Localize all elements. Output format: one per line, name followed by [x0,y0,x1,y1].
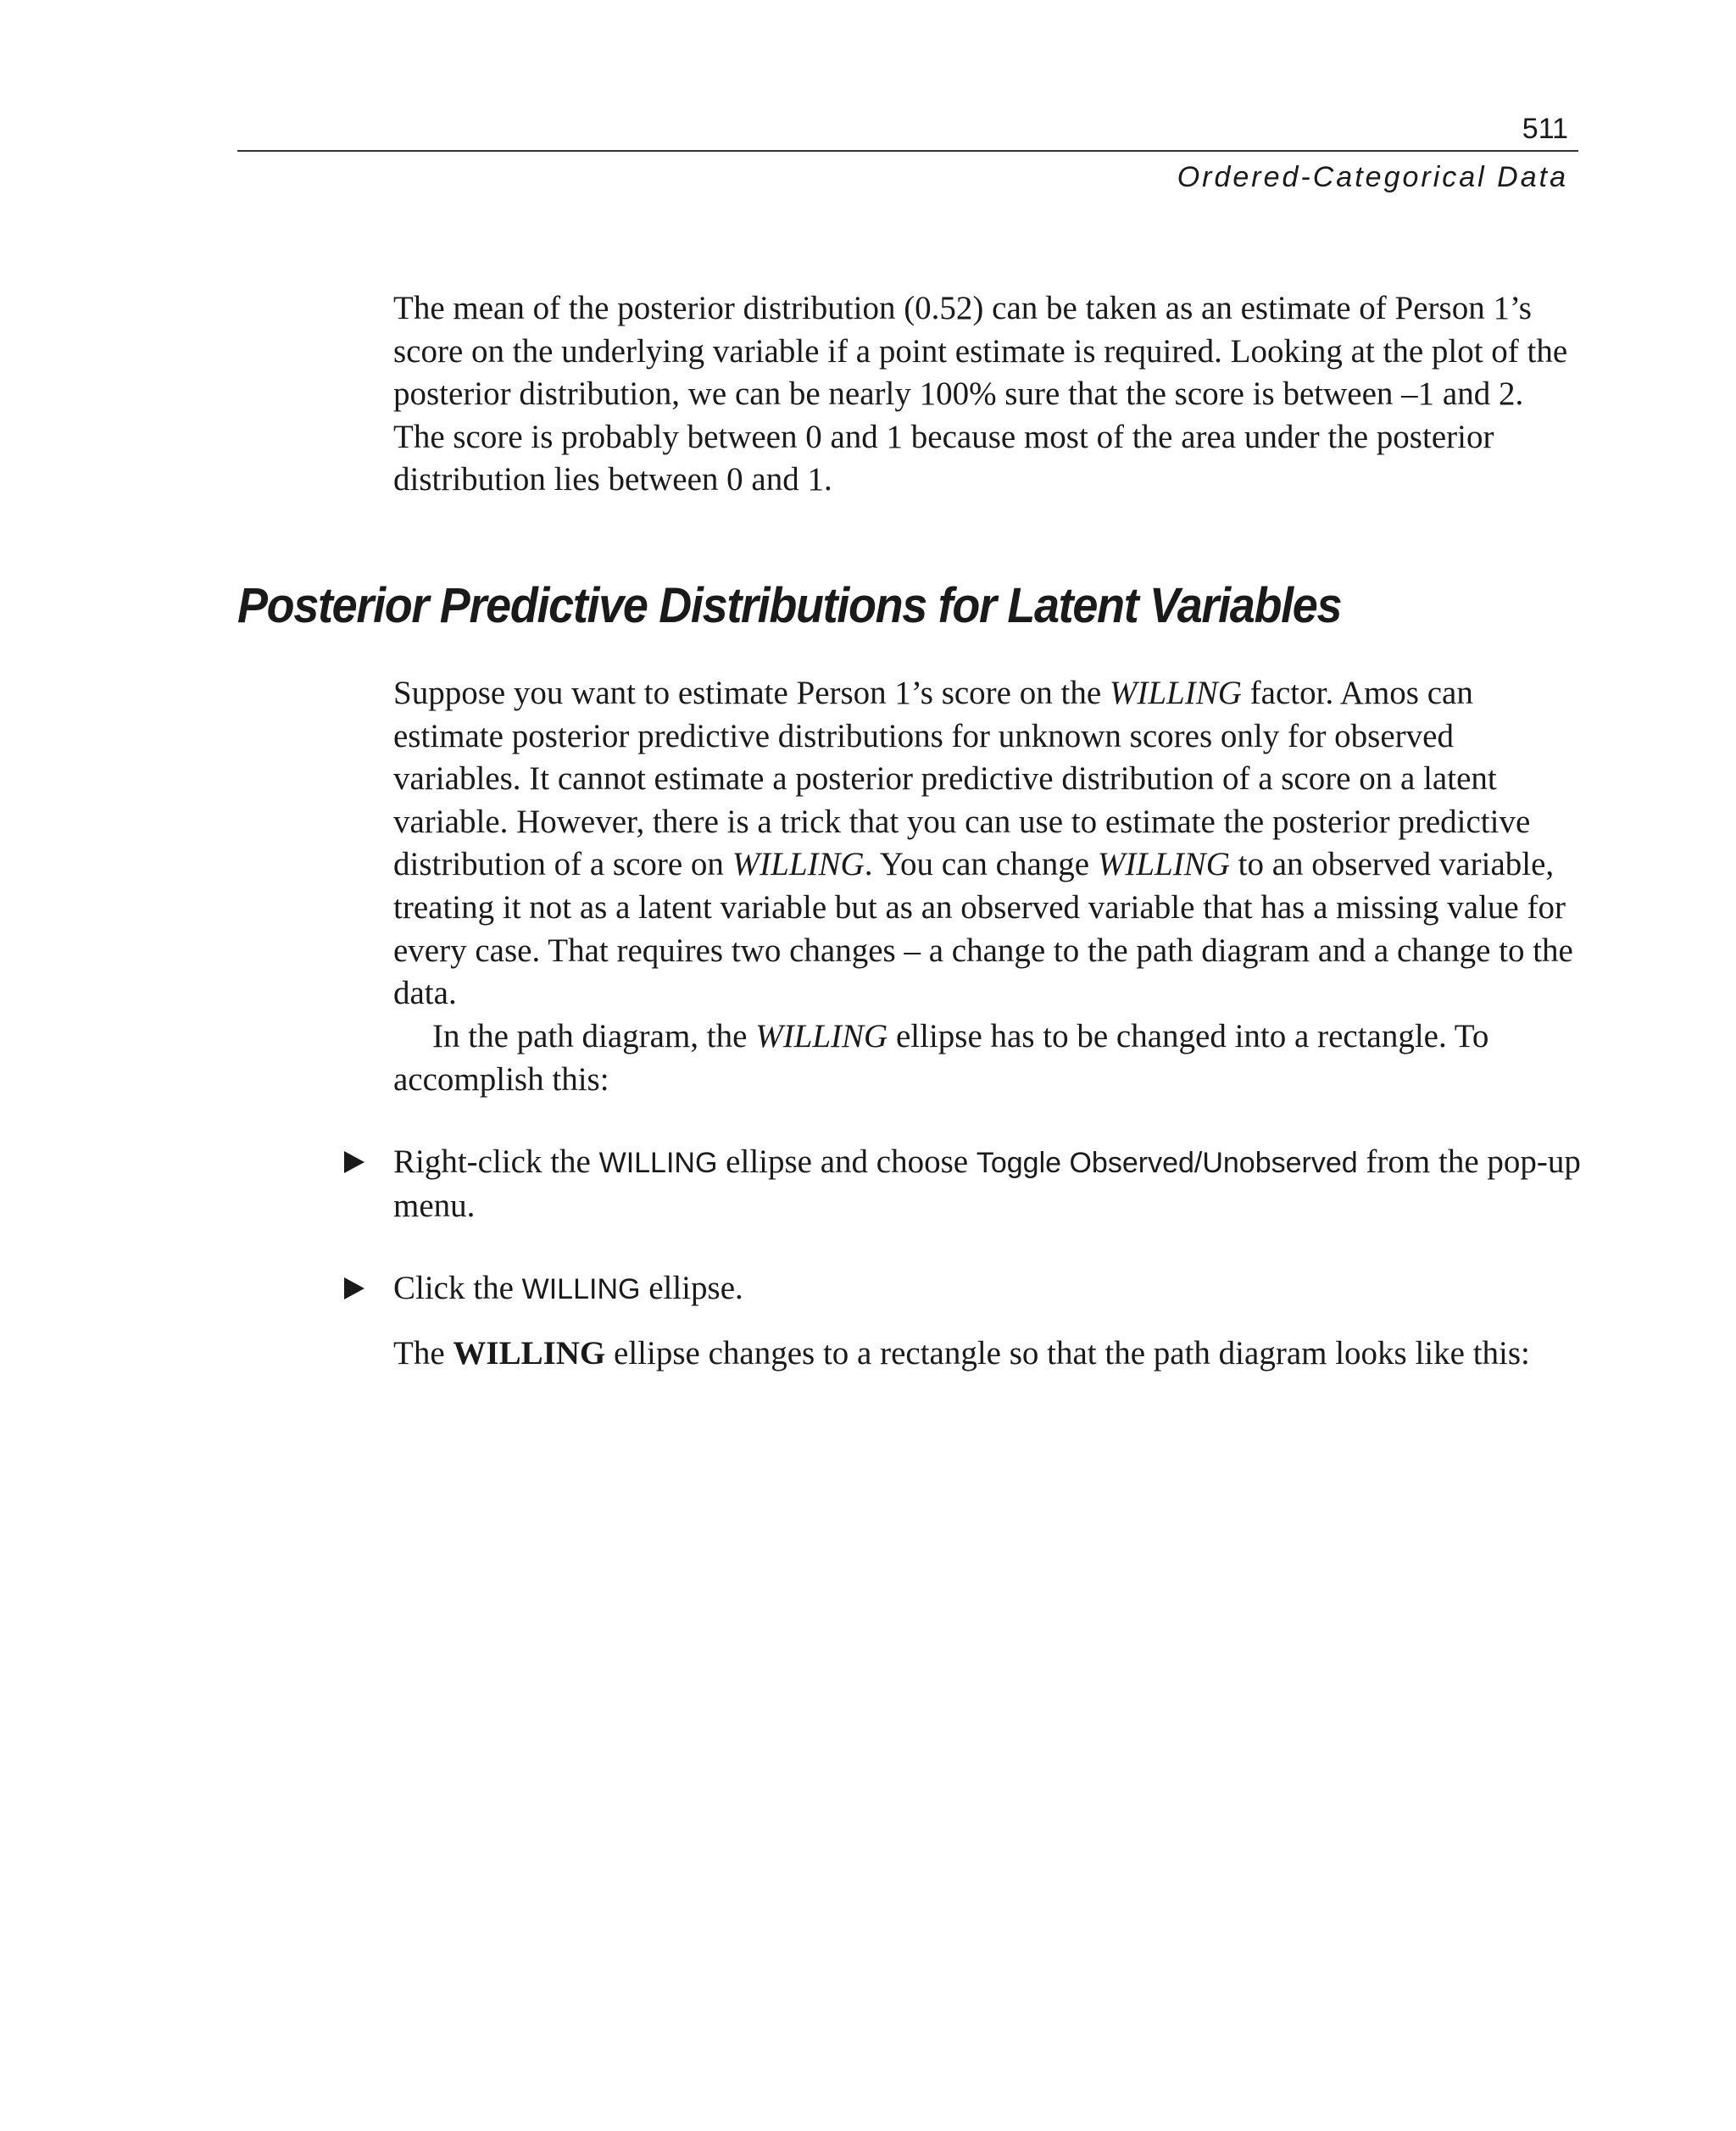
instruction-step [344,1267,1582,1311]
willing-term: WILLING [1109,675,1242,711]
text-run: to an observed variable, treating it not as a latent variable but as an observed variable that has a missing value for every case. That requires two changes – a change to the path diagram and a change to the data. [393,846,1573,1012]
willing-term: WILLING [732,846,865,883]
triangle-bullet-icon [344,1151,364,1173]
text-run: In the path diagram, the [432,1018,756,1054]
latent-trick-paragraph [393,672,1580,1015]
triangle-bullet-icon [344,1277,364,1299]
intro-paragraph: The mean of the posterior distribution (0.52) can be taken as an estimate of Person 1’s score on the underlying variable if a point estimate is required. Looking at the plot of the posterior distribution, we can be nearly 100% sure that the score is between –1 and 2. The score is probably between 0 and 1 because most of the area under the posterior distribution lies between 0 and 1. [393,290,1568,498]
ui-term-willing: WILLING [598,1147,718,1179]
header-rule [237,150,1578,152]
willing-term: WILLING [1097,846,1230,883]
text-run: Suppose you want to estimate Person 1’s score on the [393,675,1110,711]
text-run: from the pop-up menu. [393,1143,1581,1224]
willing-term: WILLING [755,1018,888,1054]
path-diagram-paragraph [393,1015,1580,1101]
text-run: ellipse has to be changed into a rectangle. To accomplish this: [393,1018,1489,1098]
ui-term-willing: WILLING [521,1273,641,1305]
text-run: factor. Amos can estimate posterior predictive distributions for unknown scores only for observed variables. It cannot estimate a posterior predictive distribution of a score on a latent variable. However, there is a trick that you can use to estimate the posterior predictive distribution of a score on [393,675,1531,883]
text-run: The [393,1335,453,1372]
result-paragraph [393,1333,1580,1376]
willing-term-bold: WILLING [453,1335,606,1372]
running-title: Ordered-Categorical Data [1177,161,1568,193]
text-run: Right-click the [393,1143,599,1180]
text-run: ellipse changes to a rectangle so that the path diagram looks like this: [605,1335,1530,1372]
text-run: ellipse. [640,1270,743,1306]
page-number: 511 [1522,113,1568,145]
text-run: . You can change [864,846,1098,883]
text-run: ellipse and choose [717,1143,976,1180]
instruction-step-text [393,1141,1582,1227]
text-run: Click the [393,1270,522,1306]
section-heading: Posterior Predictive Distributions for Latent Variables [237,578,1342,633]
instruction-step [344,1141,1582,1227]
ui-term-menu-command: Toggle Observed/Unobserved [976,1147,1358,1179]
instruction-step-text [393,1267,1582,1311]
